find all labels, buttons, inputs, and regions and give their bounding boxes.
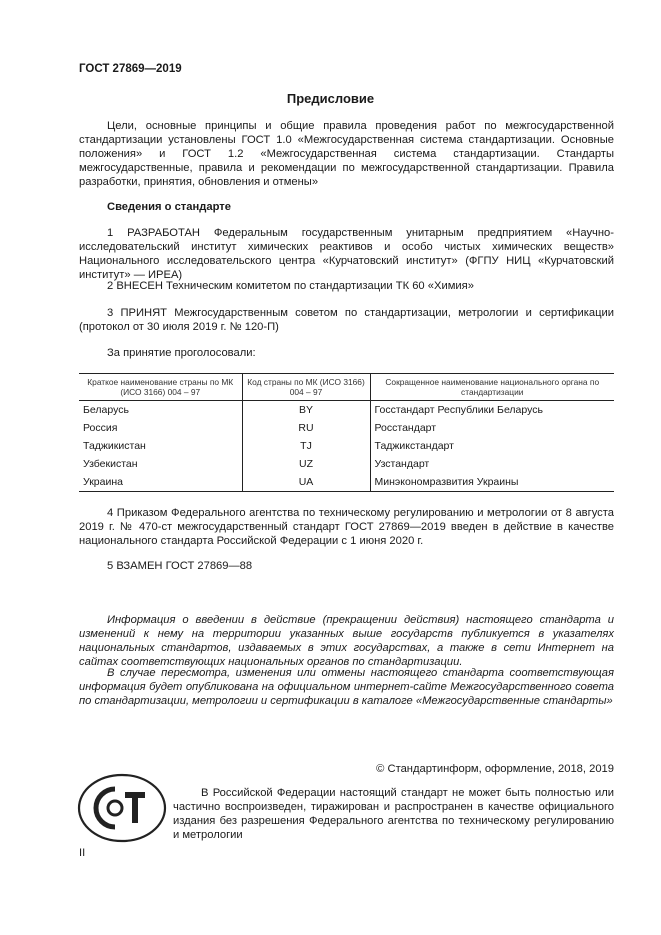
table-row xyxy=(79,437,614,455)
info-paragraph-publication: Информация о введении в действие (прекращении действия) настоящего стандарта и изменений к нему на территории указанных выше государств публикуется в указателях национальных стандартов, издаваемых в этих государствах, а также в сети Интернет на сайтах соответствующих национальных органов по стандартизации. xyxy=(79,614,614,668)
column-header-standards-body: Сокращенное наименование национального органа по стандартизации xyxy=(370,374,614,401)
country-cell: Украина xyxy=(79,473,242,492)
country-code-cell: BY xyxy=(242,401,370,420)
country-cell: Россия xyxy=(83,422,118,434)
country-code-cell: UA xyxy=(242,473,370,492)
page-number: II xyxy=(79,847,86,859)
country-code-cell: UZ xyxy=(242,455,370,473)
section-heading: Сведения о стандарте xyxy=(107,201,231,213)
standards-body-cell: Росстандарт xyxy=(370,419,614,437)
info-paragraph-revision: В случае пересмотра, изменения или отмены настоящего стандарта соответствующая информация будет опубликована на официальном интернет-сайте Межгосударственного совета по стандартизации, метрологии и сертификации в каталоге «Межгосударственные стандарты» xyxy=(79,667,614,707)
table-header-row xyxy=(79,374,614,401)
reproduction-notice: В Российской Федерации настоящий стандарт не может быть полностью или частично воспроизведен, тиражирован и распространен в качестве официального издания без разрешения Федерального агентства по техническому регулированию и метрологии xyxy=(173,787,614,841)
country-code-cell: TJ xyxy=(242,437,370,455)
column-header-country: Краткое наименование страны по МК (ИСО 3166) 004 – 97 xyxy=(79,374,242,401)
standards-body-cell: Узстандарт xyxy=(370,455,614,473)
standards-body-cell: Госстандарт Республики Беларусь xyxy=(370,401,614,420)
page-title: Предисловие xyxy=(286,91,375,106)
item-replaces: 5 ВЗАМЕН ГОСТ 27869—88 xyxy=(107,560,253,572)
table-row xyxy=(79,401,614,420)
country-code-cell: RU xyxy=(242,419,370,437)
table-row xyxy=(79,455,614,473)
copyright-line: © Стандартинформ, оформление, 2018, 2019 xyxy=(376,763,614,775)
table-row xyxy=(79,473,614,492)
standards-body-cell: Минэкономразвития Украины xyxy=(370,473,614,492)
gost-r-certification-mark-icon xyxy=(77,773,167,843)
item-submitted-by: 2 ВНЕСЕН Техническим комитетом по стандартизации ТК 60 «Химия» xyxy=(107,280,474,292)
country-cell: Беларусь xyxy=(83,404,129,416)
country-cell: Узбекистан xyxy=(83,458,138,470)
item-adopted-by: 3 ПРИНЯТ Межгосударственным советом по стандартизации, метрологии и сертификации (протокол от 30 июля 2019 г. № 120-П) xyxy=(79,307,614,333)
voted-label: За принятие проголосовали: xyxy=(107,347,256,359)
column-header-code: Код страны по МК (ИСО 3166) 004 – 97 xyxy=(242,374,370,401)
document-code-header: ГОСТ 27869—2019 xyxy=(79,63,182,75)
country-cell: Таджикистан xyxy=(83,440,146,452)
voting-countries-table xyxy=(79,373,614,492)
table-row xyxy=(79,419,614,437)
item-enacted-by-order: 4 Приказом Федерального агентства по техническому регулированию и метрологии от 8 августа 2019 г. № 470-ст межгосударственный стандарт ГОСТ 27869—2019 введен в действие в качестве национального стандарта Российской Федерации с 1 июня 2020 г. xyxy=(79,507,614,547)
intro-paragraph: Цели, основные принципы и общие правила проведения работ по межгосударственной стандартизации установлены ГОСТ 1.0 «Межгосударственная система стандартизации. Основные положения» и ГОСТ 1.2 «Межгосударственная система стандартизации. Стандарты межгосударственные, правила и рекомендации по межгосударственной стандартизации. Правила разработки, принятия, обновления и отмены» xyxy=(79,120,614,188)
standards-body-cell: Таджикстандарт xyxy=(370,437,614,455)
item-developed-by: 1 РАЗРАБОТАН Федеральным государственным унитарным предприятием «Научно-исследовательский институт химических реактивов и особо чистых химических веществ» Национального исследовательского центра «Курчатовский институт» (ФГПУ НИЦ «Курчатовский институт» — ИРЕА) xyxy=(79,227,614,281)
